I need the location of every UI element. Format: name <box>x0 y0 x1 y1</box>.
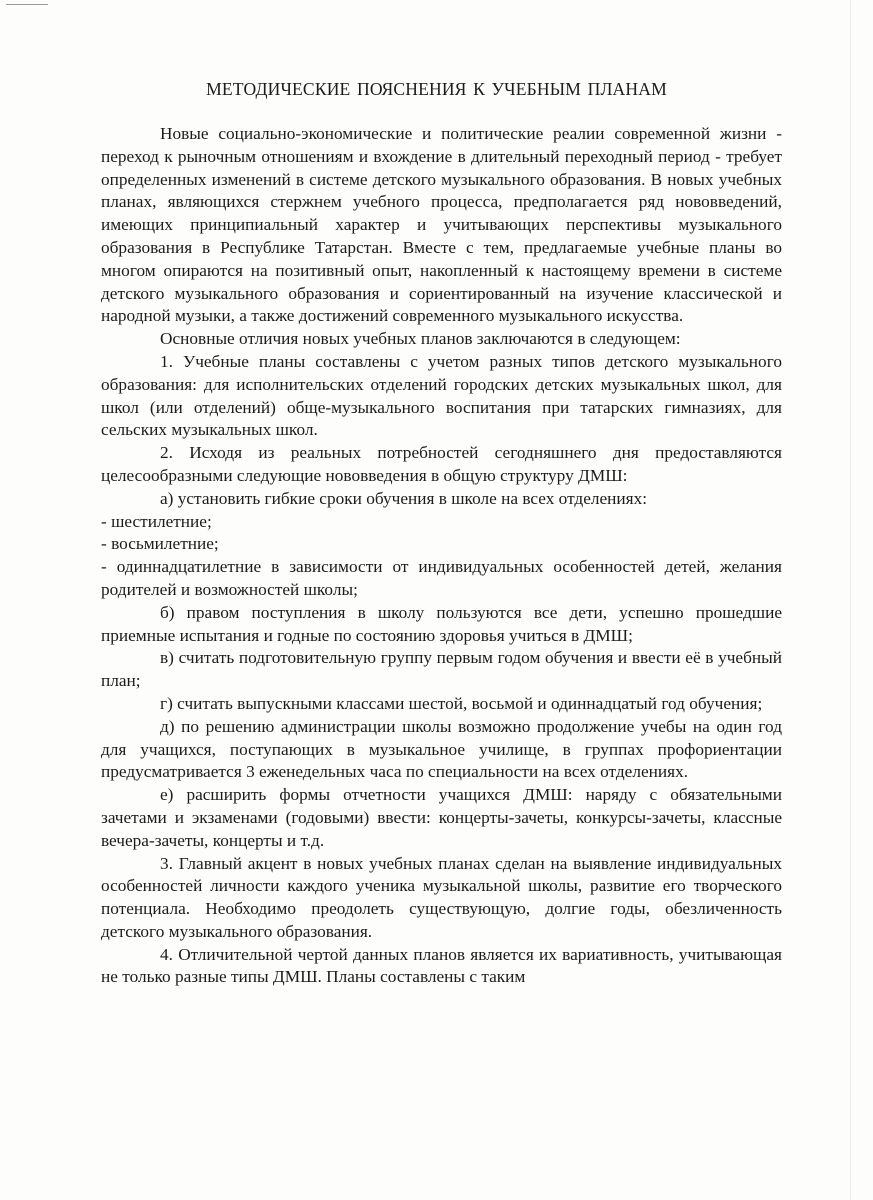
paragraph-item-2: 2. Исходя из реальных потребностей сегодняшнего дня предоставляются целесообразными следующие нововведения в общую структуру ДМШ: <box>101 443 782 485</box>
scan-edge <box>850 0 851 1200</box>
list-item-six-year: - шестилетние; <box>101 511 212 531</box>
document-title: МЕТОДИЧЕСКИЕ ПОЯСНЕНИЯ К УЧЕБНЫМ ПЛАНАМ <box>206 79 667 99</box>
paragraph-intro: Новые социально-экономические и политические реалии современной жизни - переход к рыночным отношениям и вхождение в длительный переходный период - требует определенных изменений в системе детского музыкального образования. В новых учебных планах, являющихся стержнем учебного процесса, предполагается ряд нововведений, имеющих принципиальный характер и учитывающих перспективы музыкального образования в Республике Татарстан. Вместе с тем, предлагаемые учебные планы во многом опираются на позитивный опыт, накопленный к настоящему времени в системе детского музыкального образования и сориентированный на изучение классической и народной музыки, а также достижений современного музыкального искусства. <box>101 124 782 326</box>
paragraph-item-3: 3. Главный акцент в новых учебных планах сделан на выявление индивидуальных особенностей личности каждого ученика музыкальной школы, развитие его творческого потенциала. Необходимо преодолеть существующую, долгие годы, обезличенность детского музыкального образования. <box>101 853 782 941</box>
paragraph-item-2a: а) установить гибкие сроки обучения в школе на всех отделениях: <box>160 488 648 508</box>
paragraph-main-differences: Основные отличия новых учебных планов заключаются в следующем: <box>160 329 681 349</box>
paragraph-item-4: 4. Отличительной чертой данных планов является их вариативность, учитывающая не только разные типы ДМШ. Планы составлены с таким <box>101 944 782 987</box>
paragraph-item-1: 1. Учебные планы составлены с учетом разных типов детского музыкального образования: для исполнительских отделений городских детских музыкальных школ, для школ (или отделений) обще-музыкального воспитания при татарских гимназиях, для сельских музыкальных школ. <box>101 351 782 440</box>
list-item-eight-year: - восьмилетние; <box>101 534 219 554</box>
paragraph-item-2d: д) по решению администрации школы возможно продолжение учебы на один год для учащихся, поступающих в музыкальное училище, в группах профориентации предусматривается 3 еженедельных часа по специальности на всех отделениях. <box>101 716 782 782</box>
paragraph-item-2g: г) считать выпускными классами шестой, восьмой и одиннадцатый год обучения; <box>160 693 763 713</box>
list-item-eleven-year: - одиннадцатилетние в зависимости от индивидуальных особенностей детей, желания родителей и возможностей школы; <box>101 557 782 599</box>
paragraph-item-2v: в) считать подготовительную группу первым годом обучения и ввести её в учебный план; <box>101 648 782 691</box>
document-body <box>101 123 782 989</box>
paragraph-item-2b: б) правом поступления в школу пользуются все дети, успешно прошедшие приемные испытания и годные по состоянию здоровья учиться в ДМШ; <box>101 602 782 645</box>
scan-mark <box>6 4 48 5</box>
paragraph-item-2e: е) расширить формы отчетности учащихся ДМШ: наряду с обязательными зачетами и экзаменами (годовыми) ввести: концерты-зачеты, конкурсы-зачеты, классные вечера-зачеты, концерты и т.д. <box>101 785 782 850</box>
